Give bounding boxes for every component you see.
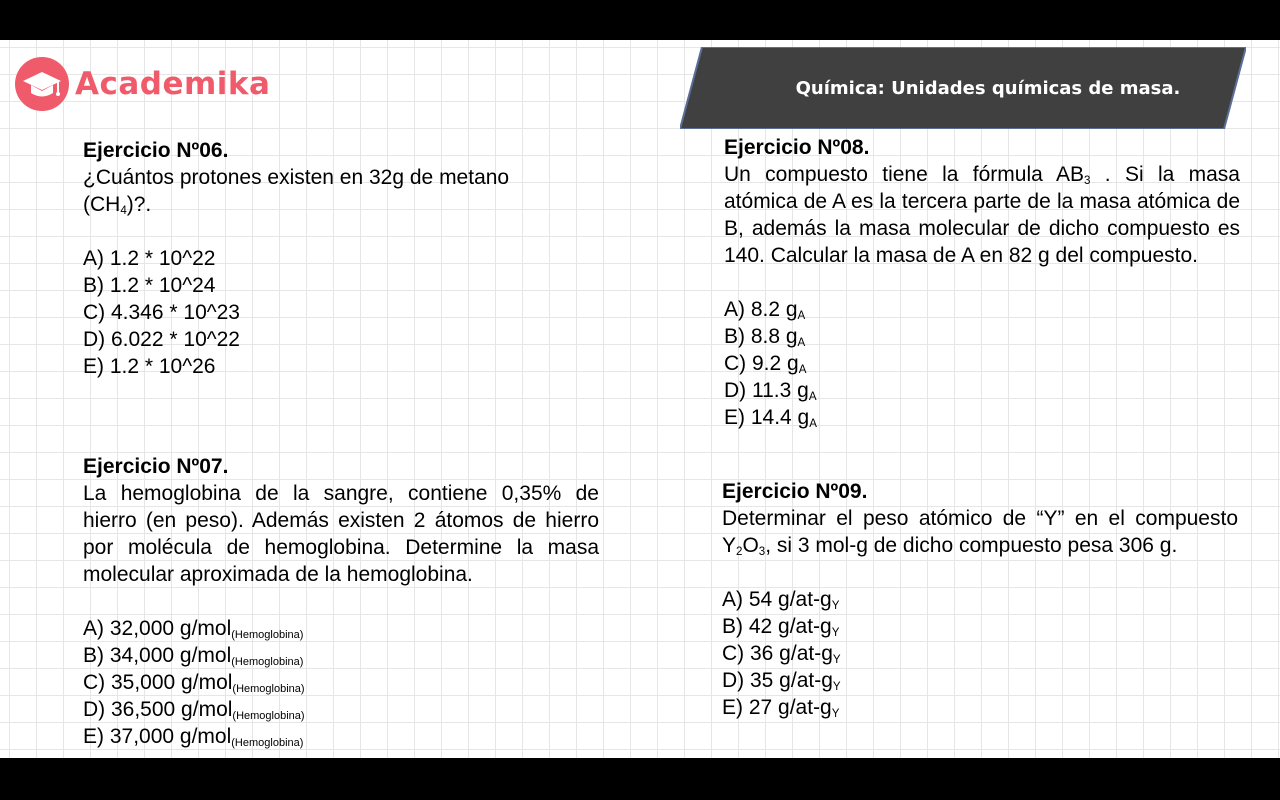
option-d[interactable]: D) 6.022 * 10^22 [83, 328, 240, 351]
exercise-07-question: La hemoglobina de la sangre, contiene 0,35% de hierro (en peso). Además existen 2 átomos de hierro por molécula de hemoglobina. Determine la masa molecular aproximada de la hemoglobina. [83, 482, 599, 586]
exercise-07 [83, 453, 599, 750]
option-d[interactable]: D) 11.3 $g_A$ [724, 379, 817, 403]
option-c[interactable]: C) 4.346 * 10^23 [83, 301, 240, 324]
option-e[interactable]: E) 27 $g/at-g_Y$ [722, 696, 840, 720]
exercise-08-question: Un compuesto tiene la fórmula $AB_3$ . Si la masa atómica de A es la tercera parte de la masa atómica de B, además la masa molecular de dicho compuesto es 140. Calcular la masa de A en 82 g del compuesto. [724, 163, 1240, 267]
exercise-06-question: ¿Cuántos protones existen en 32g de metano $(CH_4)$?. [83, 166, 510, 217]
option-d[interactable]: D) 36,500 g/mol(Hemoglobina) [83, 698, 305, 722]
option-c[interactable]: C) 9.2 $g_A$ [724, 352, 807, 376]
graduation-cap-icon [15, 57, 69, 111]
option-b[interactable]: B) 42 $g/at-g_Y$ [722, 615, 840, 639]
exercise-08-title: Ejercicio Nº08. [724, 136, 870, 159]
exercise-08 [724, 134, 1240, 431]
exercise-09-options [722, 586, 1238, 721]
option-e[interactable]: E) 14.4 $g_A$ [724, 406, 817, 430]
exercise-06-options [83, 245, 599, 380]
option-a[interactable]: A) 1.2 * 10^22 [83, 247, 216, 270]
option-a[interactable]: A) 54 $g/at-g_Y$ [722, 588, 840, 612]
option-c[interactable]: C) 36 $g/at-g_Y$ [722, 642, 841, 666]
topic-banner [680, 47, 1246, 129]
exercise-07-options [83, 615, 599, 750]
slide [0, 40, 1280, 758]
option-a[interactable]: A) 32,000 g/mol(Hemoglobina) [83, 617, 304, 641]
exercise-07-title: Ejercicio Nº07. [83, 455, 229, 478]
option-b[interactable]: B) 8.8 $g_A$ [724, 325, 806, 349]
academika-logo [15, 56, 270, 112]
option-e[interactable]: E) 1.2 * 10^26 [83, 355, 216, 378]
exercise-09-question: Determinar el peso atómico de “Y” en el compuesto $Y_2O_3$, si 3 mol-g de dicho compuesto pesa 306 g. [722, 507, 1238, 558]
option-c[interactable]: C) 35,000 g/mol(Hemoglobina) [83, 671, 305, 695]
exercise-06-title: Ejercicio Nº06. [83, 139, 229, 162]
exercise-09-title: Ejercicio Nº09. [722, 480, 868, 503]
brand-name: Academika [75, 66, 271, 102]
option-a[interactable]: A) 8.2 $g_A$ [724, 298, 806, 322]
exercise-06 [83, 137, 599, 380]
exercise-08-options [724, 296, 1240, 431]
exercise-09 [722, 478, 1238, 721]
option-e[interactable]: E) 37,000 g/mol(Hemoglobina) [83, 725, 304, 749]
banner-title: Química: Unidades químicas de masa. [795, 77, 1181, 99]
option-d[interactable]: D) 35 $g/at-g_Y$ [722, 669, 841, 693]
option-b[interactable]: B) 34,000 g/mol(Hemoglobina) [83, 644, 304, 668]
option-b[interactable]: B) 1.2 * 10^24 [83, 274, 216, 297]
